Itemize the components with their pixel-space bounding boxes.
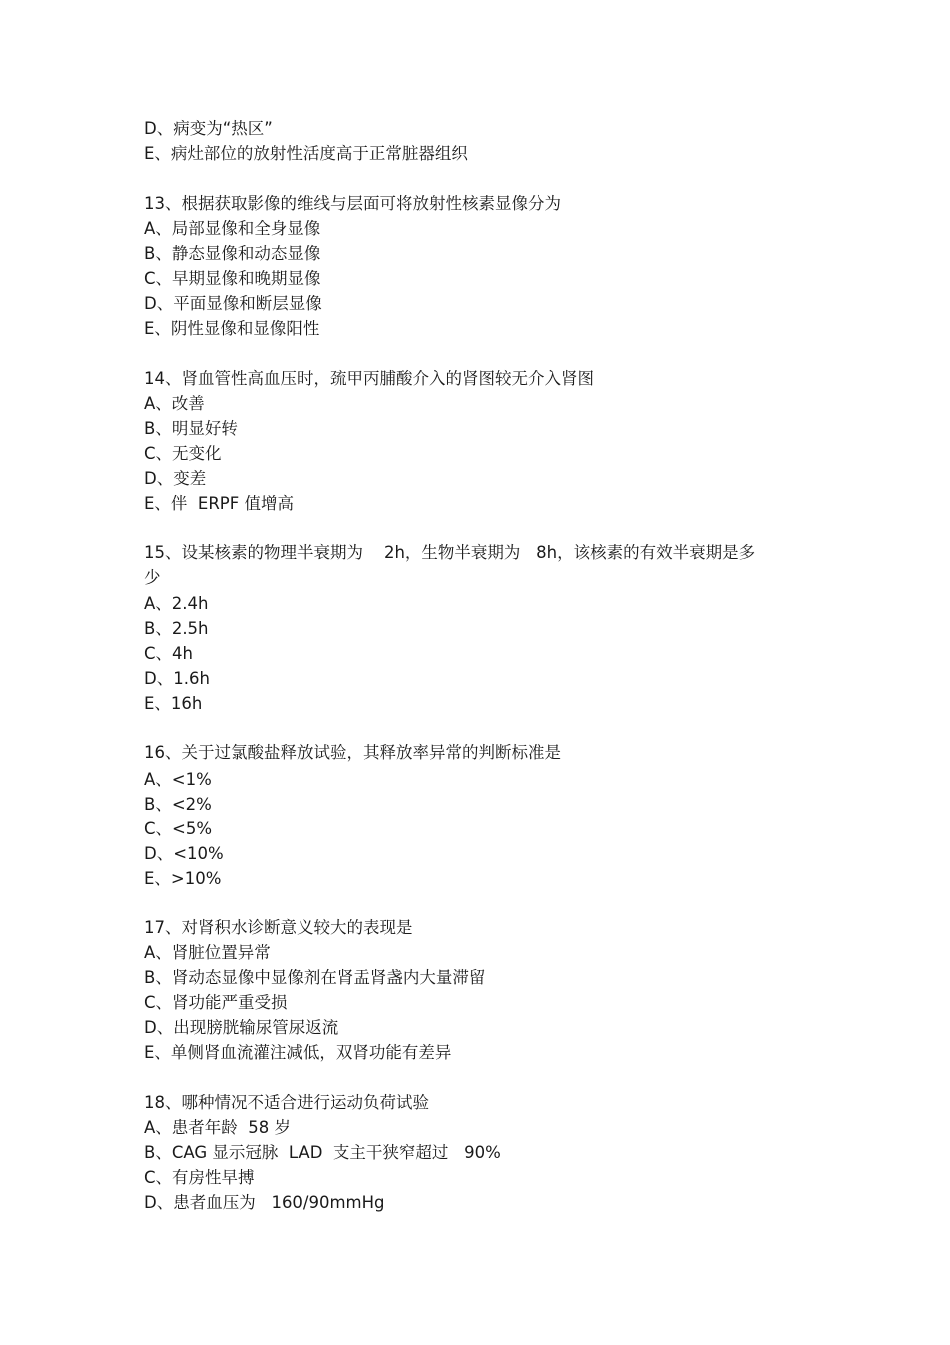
- question-15-stem-line-1: 15、设某核素的物理半衰期为 2h，生物半衰期为 8h，该核素的有效半衰期是多: [144, 543, 756, 562]
- question-14-option-a: A、改善: [144, 394, 205, 413]
- question-16-option-b: B、<2%: [144, 795, 212, 814]
- question-18-option-b: B、CAG 显示冠脉 LAD 支主干狭窄超过 90%: [144, 1143, 501, 1162]
- question-16-option-a: A、<1%: [144, 770, 212, 789]
- question-15-option-a: A、2.4h: [144, 594, 209, 613]
- question-15-option-d: D、1.6h: [144, 669, 210, 688]
- question-16-option-d: D、<10%: [144, 844, 224, 863]
- question-16-stem: 16、关于过氯酸盐释放试验，其释放率异常的判断标准是: [144, 743, 561, 762]
- question-13-option-b: B、静态显像和动态显像: [144, 244, 321, 263]
- question-14-option-c: C、无变化: [144, 444, 222, 463]
- question-17-stem: 17、对肾积水诊断意义较大的表现是: [144, 918, 413, 937]
- question-17-option-b: B、肾动态显像中显像剂在肾盂肾盏内大量滞留: [144, 968, 486, 987]
- option-prev-d: D、病变为“热区”: [144, 119, 273, 138]
- question-13-option-e: E、阴性显像和显像阳性: [144, 319, 320, 338]
- question-15-option-b: B、2.5h: [144, 619, 209, 638]
- question-14-stem: 14、肾血管性高血压时，巯甲丙脯酸介入的肾图较无介入肾图: [144, 369, 594, 388]
- question-18-option-d: D、患者血压为 160/90mmHg: [144, 1193, 385, 1212]
- question-14-option-b: B、明显好转: [144, 419, 238, 438]
- question-16-option-c: C、<5%: [144, 819, 213, 838]
- question-14-option-d: D、变差: [144, 469, 207, 488]
- question-18-option-a: A、患者年龄 58 岁: [144, 1118, 292, 1137]
- question-18-option-c: C、有房性早搏: [144, 1168, 255, 1187]
- question-13-option-c: C、早期显像和晚期显像: [144, 269, 321, 288]
- question-18-stem: 18、哪种情况不适合进行运动负荷试验: [144, 1093, 429, 1112]
- question-16-option-e: E、>10%: [144, 869, 222, 888]
- question-13-stem: 13、根据获取影像的维线与层面可将放射性核素显像分为: [144, 194, 561, 213]
- question-17-option-c: C、肾功能严重受损: [144, 993, 288, 1012]
- question-15-stem-line-2: 少: [144, 568, 161, 587]
- question-15-option-c: C、4h: [144, 644, 193, 663]
- question-17-option-a: A、肾脏位置异常: [144, 943, 271, 962]
- question-15-option-e: E、16h: [144, 694, 203, 713]
- question-13-option-a: A、局部显像和全身显像: [144, 219, 321, 238]
- question-14-option-e: E、伴 ERPF 值增高: [144, 494, 294, 513]
- question-17-option-e: E、单侧肾血流灌注减低，双肾功能有差异: [144, 1043, 452, 1062]
- option-prev-e: E、病灶部位的放射性活度高于正常脏器组织: [144, 144, 468, 163]
- question-17-option-d: D、出现膀胱输尿管尿返流: [144, 1018, 339, 1037]
- question-13-option-d: D、平面显像和断层显像: [144, 294, 322, 313]
